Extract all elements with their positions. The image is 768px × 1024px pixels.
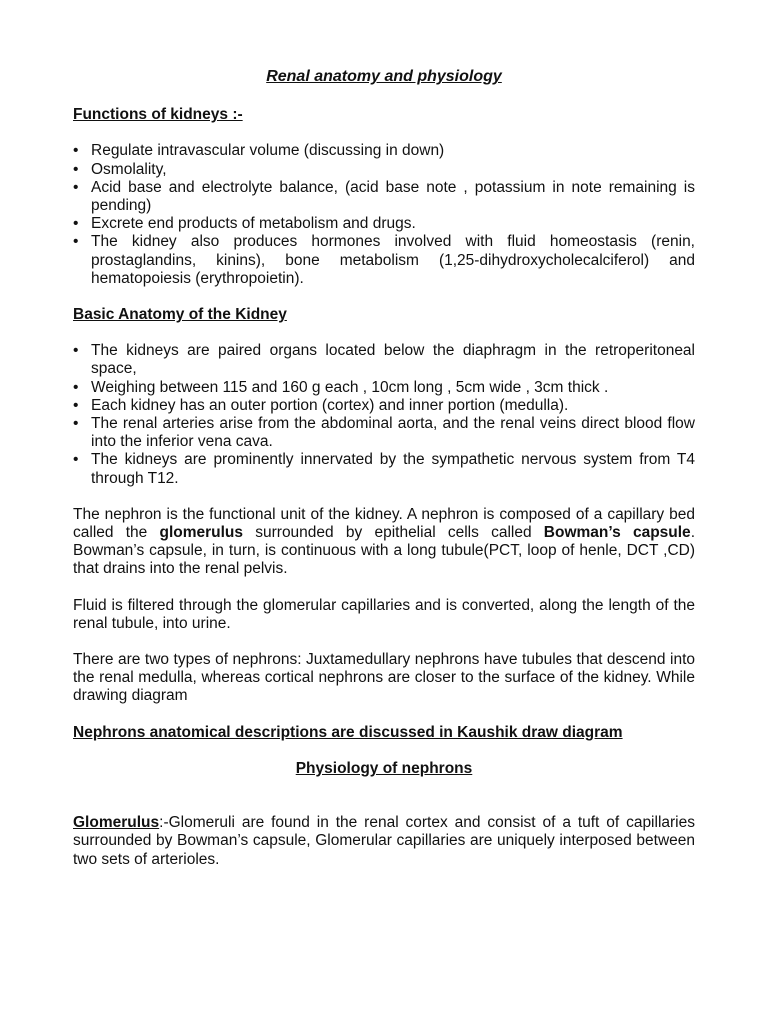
list-item: • The kidneys are paired organs located below the diaphragm in the retroperitoneal space,	[73, 342, 695, 378]
bowmans-capsule-term: Bowman’s capsule	[543, 524, 691, 542]
list-item: • Excrete end products of metabolism and drugs.	[73, 215, 695, 233]
types-paragraph: There are two types of nephrons: Juxtamedullary nephrons have tubules that descend into the renal medulla, whereas cortical nephrons are closer to the surface of the kidney. While drawing diagram	[73, 651, 695, 705]
glomerulus-term: glomerulus	[159, 524, 244, 542]
nephron-text-3: . Bowman’s capsule, in turn, is continuous with a long tubule(PCT, loop of henle, DCT ,CD) that drains into the renal pelvis.	[73, 524, 695, 578]
list-item: • The kidneys are prominently innervated by the sympathetic nervous system from T4 through T12.	[73, 451, 695, 487]
glomerulus-paragraph	[73, 814, 695, 869]
fluid-paragraph: Fluid is filtered through the glomerular capillaries and is converted, along the length of the renal tubule, into urine.	[73, 596, 695, 632]
list-item: • Each kidney has an outer portion (cortex) and inner portion (medulla).	[73, 397, 695, 415]
list-item: • Osmolality,	[73, 161, 695, 179]
functions-list	[73, 142, 695, 288]
physiology-heading: Physiology of nephrons	[295, 759, 473, 777]
spacer	[73, 796, 695, 814]
list-item: • Acid base and electrolyte balance, (acid base note , potassium in note remaining is pending)	[73, 179, 695, 215]
anatomy-list	[73, 342, 695, 488]
list-item: • The renal arteries arise from the abdominal aorta, and the renal veins direct blood flow into the inferior vena cava.	[73, 415, 695, 451]
nephrons-note: Nephrons anatomical descriptions are discussed in Kaushik draw diagram	[73, 723, 623, 741]
glomerulus-text: :-Glomeruli are found in the renal cortex and consist of a tuft of capillaries surrounded by Bowman’s capsule, Glomerular capillaries are uniquely interposed between two sets of arterioles.	[73, 814, 695, 868]
document-content	[73, 68, 695, 887]
list-item: • Regulate intravascular volume (discussing in down)	[73, 142, 695, 160]
nephron-text-1: The nephron is the functional unit of the kidney. A nephron is composed of a capillary bed called the	[73, 505, 695, 542]
page-title: Renal anatomy and physiology	[266, 68, 502, 85]
glomerulus-heading: Glomerulus	[73, 814, 160, 832]
functions-heading: Functions of kidneys :-	[73, 106, 243, 124]
nephron-text-2: surrounded by epithelial cells called	[243, 524, 544, 542]
nephron-paragraph	[73, 506, 695, 579]
list-item: • The kidney also produces hormones involved with fluid homeostasis (renin, prostaglandins, kinins), bone metabolism (1,25-dihydroxycholecalciferol) and hematopoiesis (erythropoietin).	[73, 233, 695, 288]
anatomy-heading: Basic Anatomy of the Kidney	[73, 306, 287, 324]
list-item: • Weighing between 115 and 160 g each , 10cm long , 5cm wide , 3cm thick .	[73, 379, 695, 397]
